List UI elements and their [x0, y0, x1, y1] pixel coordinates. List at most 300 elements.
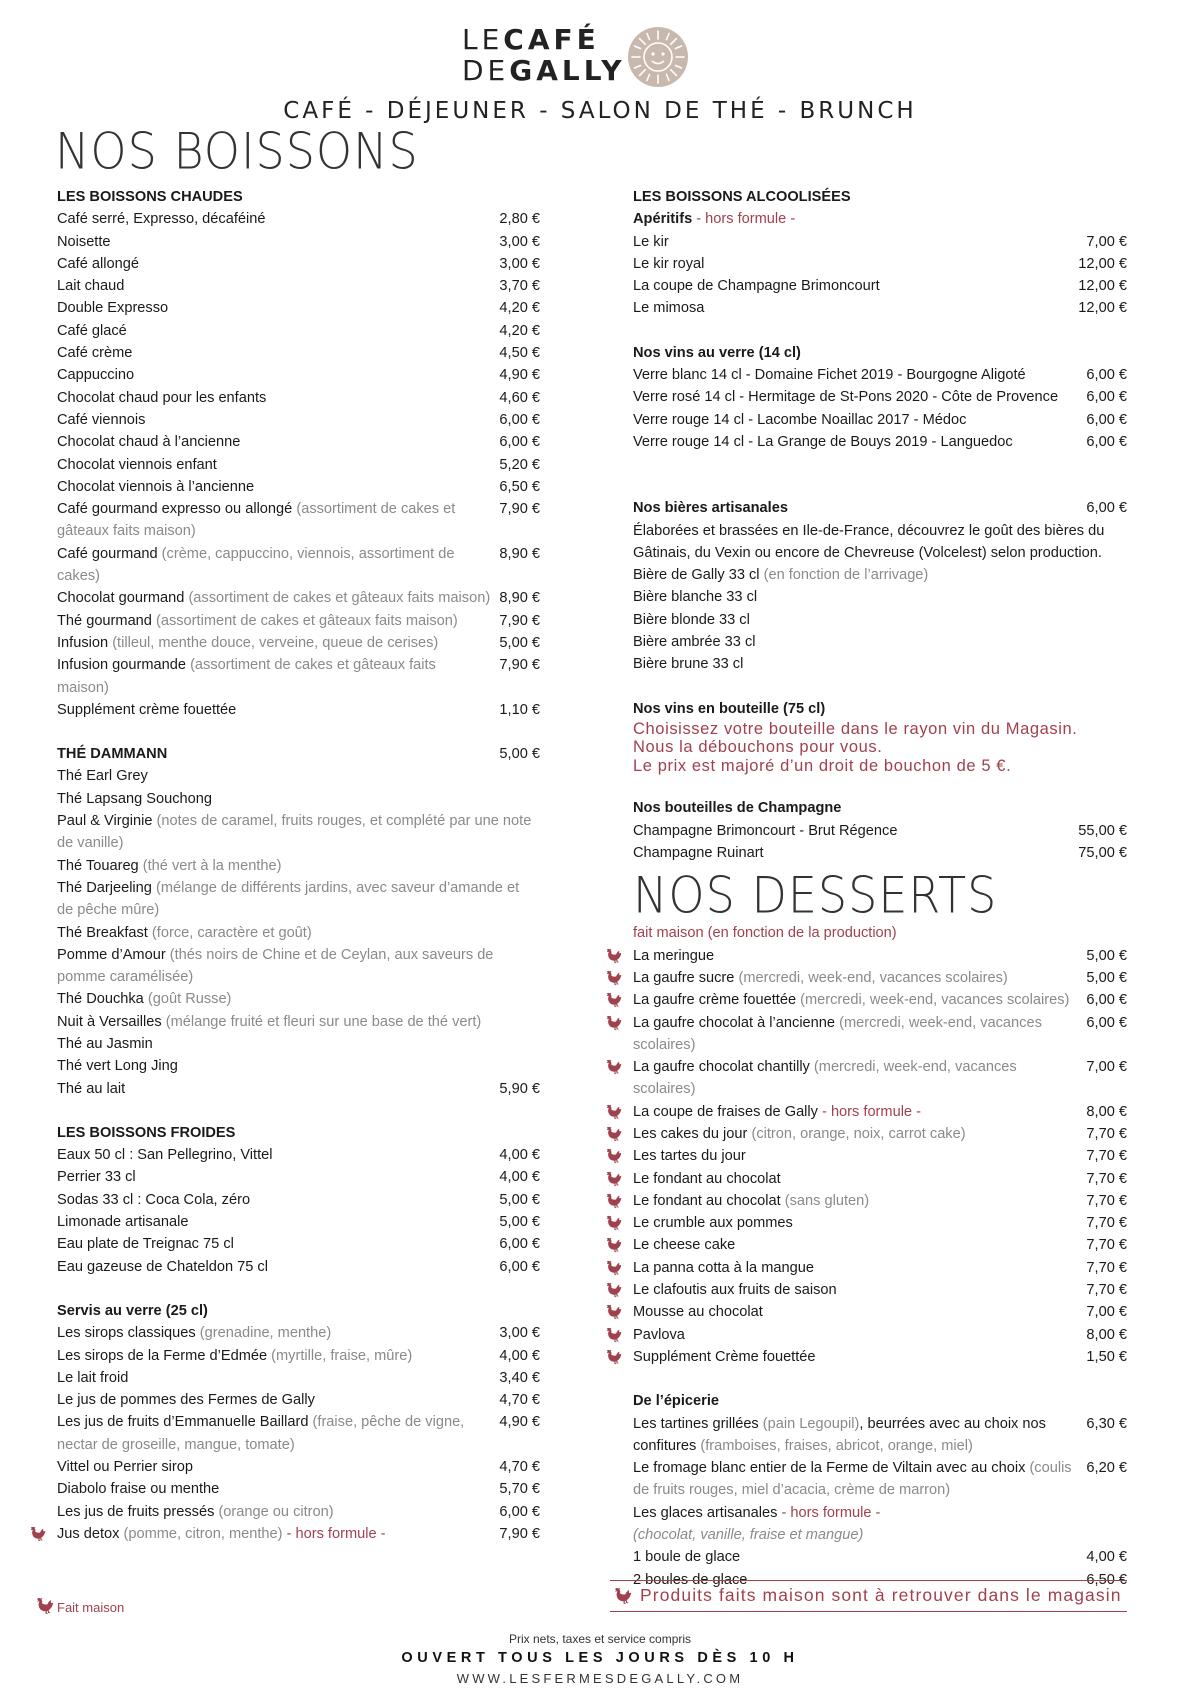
item-text — [633, 1324, 1086, 1346]
price: 7,70 € — [1086, 1192, 1127, 1209]
champagne-list — [633, 820, 1127, 865]
price: 6,00 € — [1086, 411, 1127, 428]
item-name: Chocolat gourmand — [57, 590, 185, 607]
price: 5,20 € — [499, 456, 540, 473]
menu-item — [57, 632, 540, 654]
item-name: Thé Lapsang Souchong — [57, 790, 212, 807]
item-name: Infusion — [57, 634, 109, 651]
menu-item — [633, 1123, 1127, 1145]
item-name: Chocolat chaud à l’ancienne — [57, 434, 241, 451]
item-name: Verre rosé 14 cl - Hermitage de St-Pons 2020 - Côte de Provence — [633, 389, 1059, 406]
menu-item — [57, 1033, 540, 1055]
price: 7,70 € — [1086, 1259, 1127, 1276]
hen-icon — [603, 1281, 623, 1299]
item-name: Le fondant au chocolat — [633, 1170, 781, 1187]
item-note: (goût Russe) — [147, 991, 232, 1008]
vins-au-verre-list — [633, 364, 1127, 453]
item-name: Bière ambrée 33 cl — [633, 634, 756, 651]
menu-item — [57, 1011, 540, 1033]
menu-item — [57, 1411, 540, 1456]
item-text — [633, 609, 1127, 631]
item-name: Supplément Crème fouettée — [633, 1348, 816, 1365]
item-text — [57, 1233, 499, 1255]
item-text — [57, 922, 540, 944]
item-name: Chocolat viennois enfant — [57, 456, 217, 473]
item-text — [633, 586, 1127, 608]
section-heading: LES BOISSONS CHAUDES — [57, 189, 243, 205]
price: 7,00 € — [1086, 233, 1127, 250]
price: 6,00 € — [1086, 389, 1127, 406]
price: 4,20 € — [499, 300, 540, 317]
price: 5,00 € — [1086, 969, 1127, 986]
hen-icon — [603, 1303, 623, 1321]
section-heading: Nos vins au verre (14 cl) — [633, 344, 801, 361]
item-text — [57, 498, 499, 543]
item-text — [633, 1212, 1086, 1234]
menu-item — [633, 820, 1127, 842]
item-text — [57, 1055, 540, 1077]
price: 6,00 € — [499, 1503, 540, 1520]
item-name: Le lait froid — [57, 1369, 129, 1386]
item-note: (myrtille, fraise, mûre) — [271, 1347, 413, 1364]
section-heading: THÉ DAMMANN — [57, 746, 168, 763]
hen-icon — [603, 1058, 623, 1076]
item-text — [633, 1168, 1086, 1190]
menu-item — [633, 364, 1127, 386]
item-text — [57, 1501, 499, 1523]
price: 4,70 € — [499, 1459, 540, 1476]
menu-item — [57, 1478, 540, 1500]
menu-item — [57, 498, 540, 543]
item-name: Le clafoutis aux fruits de saison — [633, 1282, 837, 1299]
item-name: Verre rouge 14 cl - La Grange de Bouys 2019 - Languedoc — [633, 433, 1013, 450]
menu-item — [57, 988, 540, 1010]
item-note: (notes de caramel, fruits rouges, et complété par une note de vanille) — [57, 813, 532, 852]
menu-item — [633, 409, 1127, 431]
servis-au-verre-list — [57, 1322, 540, 1545]
item-name: Thé vert Long Jing — [57, 1058, 178, 1075]
menu-item — [633, 1324, 1127, 1346]
item-text — [57, 1345, 499, 1367]
menu-item — [57, 297, 540, 319]
menu-item — [633, 1190, 1127, 1212]
desserts-list — [633, 945, 1127, 1369]
menu-item — [57, 855, 540, 877]
menu-item-note: (chocolat, vanille, fraise et mangue) — [633, 1527, 864, 1544]
menu-item — [57, 364, 540, 386]
price: 3,00 € — [499, 255, 540, 272]
menu-item — [57, 1389, 540, 1411]
item-name: Chocolat viennois à l’ancienne — [57, 478, 255, 495]
footer-website-link[interactable]: WWW.LESFERMESDEGALLY.COM — [456, 1671, 744, 1686]
item-name: Les tartes du jour — [633, 1148, 746, 1165]
item-name: Pavlova — [633, 1326, 685, 1343]
menu-item — [57, 253, 540, 275]
item-text — [57, 320, 499, 342]
item-text — [633, 231, 1086, 253]
item-text — [57, 988, 540, 1010]
hen-icon — [603, 1326, 623, 1344]
price: 4,00 € — [499, 1147, 540, 1164]
desserts-subtitle: fait maison (en fonction de la production) — [633, 925, 897, 942]
item-text — [57, 1144, 499, 1166]
item-note: (thé vert à la menthe) — [142, 857, 282, 874]
menu-item — [57, 431, 540, 453]
item-name: Sodas 33 cl : Coca Cola, zéro — [57, 1191, 251, 1208]
item-name: Les sirops de la Ferme d’Edmée — [57, 1347, 268, 1364]
sun-logo-icon — [627, 26, 689, 88]
item-name: Eau plate de Treignac 75 cl — [57, 1236, 234, 1253]
hen-icon — [612, 1586, 632, 1606]
price: 5,90 € — [499, 1080, 540, 1097]
item-name: Le kir — [633, 233, 669, 250]
menu-item: 1 boule de glace 4,00 € — [633, 1549, 1127, 1566]
boissons-title: NOS BOISSONS — [55, 122, 419, 181]
menu-item — [57, 208, 540, 230]
price: 6,00 € — [499, 411, 540, 428]
item-note: (force, caractère et goût) — [151, 924, 312, 941]
item-text — [57, 275, 499, 297]
item-note: (pomme, citron, menthe) — [123, 1525, 283, 1542]
menu-item — [633, 945, 1127, 967]
menu-item — [633, 1301, 1127, 1323]
item-name: Café glacé — [57, 322, 127, 339]
price: 6,00 € — [1086, 500, 1127, 517]
item-text — [57, 1256, 499, 1278]
hen-icon — [27, 1525, 47, 1543]
item-text — [633, 631, 1127, 653]
price: 7,00 € — [1086, 1304, 1127, 1321]
hen-icon — [603, 1348, 623, 1366]
item-text — [57, 543, 499, 588]
price: 12,00 € — [1078, 278, 1127, 295]
item-name: Café viennois — [57, 411, 146, 428]
item-text — [633, 409, 1086, 431]
item-text — [57, 409, 499, 431]
price: 7,00 € — [1086, 1059, 1127, 1076]
section-heading: Nos bières artisanales — [633, 500, 788, 517]
item-name: Mousse au chocolat — [633, 1304, 763, 1321]
item-note: (mercredi, week-end, vacances scolaires) — [633, 1014, 1042, 1053]
bouteille-note — [633, 720, 1127, 776]
item-text — [633, 989, 1086, 1011]
item-text — [57, 1322, 499, 1344]
item-text — [57, 1189, 499, 1211]
bouteille-note-line: Nous la débouchons pour vous. — [633, 738, 883, 757]
item-text — [57, 364, 499, 386]
item-text — [57, 699, 499, 721]
item-name: Le crumble aux pommes — [633, 1215, 793, 1232]
hen-icon — [603, 1236, 623, 1254]
menu-item — [633, 431, 1127, 453]
menu-item — [57, 1055, 540, 1077]
item-name: Thé au lait — [57, 1080, 126, 1097]
price: 6,00 € — [499, 1258, 540, 1275]
menu-item: Le fromage blanc entier de la Ferme de Viltain avec au choix (coulis de fruits rouges, miel d’acacia, crème de marron) 6,20 € — [633, 1460, 1127, 1499]
item-name: Les jus de fruits pressés — [57, 1503, 215, 1520]
item-name: Les sirops classiques — [57, 1325, 196, 1342]
price: 6,00 € — [1086, 367, 1127, 384]
item-text — [57, 387, 499, 409]
menu-item — [633, 1234, 1127, 1256]
item-text — [57, 431, 499, 453]
menu-item — [57, 877, 540, 922]
bouteille-note-line: Le prix est majoré d’un droit de bouchon de 5 €. — [633, 756, 1012, 775]
item-text — [57, 1033, 540, 1055]
hen-icon — [603, 991, 623, 1009]
item-name: Lait chaud — [57, 278, 125, 295]
price: 3,40 € — [499, 1369, 540, 1386]
price: 7,70 € — [1086, 1282, 1127, 1299]
price: 3,70 € — [499, 278, 540, 295]
section-heading: Nos vins en bouteille (75 cl) — [633, 700, 826, 717]
menu-item — [57, 1211, 540, 1233]
menu-item — [633, 653, 1127, 675]
menu-item — [57, 1233, 540, 1255]
item-name: Limonade artisanale — [57, 1214, 189, 1231]
price: 3,00 € — [499, 233, 540, 250]
hen-icon — [603, 1214, 623, 1232]
price: 55,00 € — [1078, 822, 1127, 839]
item-name: La gaufre chocolat chantilly — [633, 1059, 810, 1076]
hen-icon — [603, 1125, 623, 1143]
item-name: La meringue — [633, 947, 715, 964]
menu-item — [633, 297, 1127, 319]
item-text — [633, 1123, 1086, 1145]
item-text — [633, 1257, 1086, 1279]
item-text — [633, 842, 1078, 864]
item-text — [57, 1456, 499, 1478]
item-name: Diabolo fraise ou menthe — [57, 1481, 220, 1498]
menu-item — [633, 842, 1127, 864]
hen-icon — [603, 1014, 623, 1032]
price: 5,70 € — [499, 1481, 540, 1498]
menu-item — [57, 1501, 540, 1523]
menu-item — [57, 788, 540, 810]
item-name: Les jus de fruits d’Emmanuelle Baillard — [57, 1414, 309, 1431]
menu-item — [633, 1056, 1127, 1101]
price: 8,90 € — [499, 590, 540, 607]
item-note: (mercredi, week-end, vacances scolaires) — [633, 1059, 1017, 1098]
item-name: Café crème — [57, 345, 133, 362]
item-text — [633, 297, 1078, 319]
item-name: Paul & Virginie — [57, 813, 153, 830]
item-name: Thé gourmand — [57, 612, 152, 629]
menu-item — [633, 275, 1127, 297]
item-name: Noisette — [57, 233, 111, 250]
price: 4,00 € — [499, 1347, 540, 1364]
section-heading: Nos bouteilles de Champagne — [633, 800, 842, 817]
item-name: Thé Darjeeling — [57, 879, 152, 896]
item-text — [57, 788, 540, 810]
menu-item — [633, 386, 1127, 408]
price: 3,00 € — [499, 1325, 540, 1342]
menu-item — [633, 989, 1127, 1011]
price: 7,70 € — [1086, 1215, 1127, 1232]
item-name: Bière de Gally 33 cl — [633, 567, 760, 584]
menu-item — [57, 1345, 540, 1367]
item-name: Eau gazeuse de Chateldon 75 cl — [57, 1258, 268, 1275]
price: 5,00 € — [499, 634, 540, 651]
item-name: Cappuccino — [57, 367, 135, 384]
item-name: Thé Earl Grey — [57, 768, 148, 785]
item-text — [57, 342, 499, 364]
menu-item — [633, 967, 1127, 989]
menu-item — [633, 564, 1127, 586]
item-name: La gaufre crème fouettée — [633, 992, 797, 1009]
item-text — [633, 820, 1078, 842]
menu-item — [57, 320, 540, 342]
menu-item — [57, 1367, 540, 1389]
item-name: Café allongé — [57, 255, 139, 272]
item-text — [633, 1346, 1086, 1368]
item-text — [633, 1279, 1086, 1301]
item-text — [57, 810, 540, 855]
item-name: Bière brune 33 cl — [633, 656, 744, 673]
price: 7,70 € — [1086, 1237, 1127, 1254]
price: 4,70 € — [499, 1392, 540, 1409]
item-text — [57, 1523, 499, 1545]
price: 2,80 € — [499, 211, 540, 228]
hen-icon — [603, 947, 623, 965]
item-text — [633, 253, 1078, 275]
price: 8,00 € — [1086, 1103, 1127, 1120]
boissons-chaudes-list — [57, 208, 540, 721]
price: 7,70 € — [1086, 1126, 1127, 1142]
item-note: (citron, orange, noix, carrot cake) — [751, 1126, 966, 1142]
price: 7,90 € — [499, 657, 540, 674]
item-text — [57, 476, 499, 498]
item-note: (mercredi, week-end, vacances scolaires) — [800, 992, 1070, 1009]
aperitifs-list — [633, 231, 1127, 320]
item-name: Bière blanche 33 cl — [633, 589, 758, 606]
item-text — [633, 386, 1086, 408]
menu-item — [57, 922, 540, 944]
the-heading-row — [57, 743, 540, 765]
section-heading: De l’épicerie — [633, 1393, 719, 1410]
item-name: Pomme d’Amour — [57, 946, 166, 963]
price: 7,70 € — [1086, 1170, 1127, 1187]
bieres-list — [633, 564, 1127, 675]
item-name: Supplément crème fouettée — [57, 701, 237, 718]
item-text — [57, 610, 499, 632]
item-text — [57, 1078, 499, 1100]
bouteille-note-line: Choisissez votre bouteille dans le rayon vin du Magasin. — [633, 719, 1078, 738]
item-note: (mélange fruité et fleuri sur une base de thé vert) — [165, 1013, 482, 1030]
price: 4,50 € — [499, 345, 540, 362]
menu-item — [57, 699, 540, 721]
item-text — [57, 253, 499, 275]
hen-icon — [603, 1147, 623, 1165]
item-text — [57, 877, 540, 922]
menu-item — [633, 1012, 1127, 1057]
menu-item — [633, 1257, 1127, 1279]
item-text — [57, 297, 499, 319]
item-text — [57, 1211, 499, 1233]
price: 6,00 € — [499, 434, 540, 451]
hen-icon — [34, 1595, 54, 1617]
price: 4,90 € — [499, 1414, 540, 1431]
price: 8,00 € — [1086, 1326, 1127, 1343]
item-note: (mercredi, week-end, vacances scolaires) — [738, 969, 1008, 986]
item-name: La coupe de Champagne Brimoncourt — [633, 278, 880, 295]
hen-icon — [603, 1170, 623, 1188]
item-name: Nuit à Versailles — [57, 1013, 162, 1030]
menu-item — [57, 275, 540, 297]
menu-item — [57, 1322, 540, 1344]
bieres-heading-row — [633, 497, 1127, 519]
item-name: Le fondant au chocolat — [633, 1192, 781, 1209]
menu-item — [57, 1523, 540, 1545]
item-text — [633, 967, 1086, 989]
item-text — [633, 275, 1078, 297]
price: 5,00 € — [499, 1214, 540, 1231]
price: 6,00 € — [1086, 433, 1127, 450]
item-note: (sans gluten) — [784, 1192, 870, 1209]
menu-item — [57, 1456, 540, 1478]
menu-item — [633, 1168, 1127, 1190]
price: 6,00 € — [1086, 992, 1127, 1009]
footer-opening-hours: OUVERT TOUS LES JOURS DÈS 10 H — [401, 1650, 799, 1666]
item-text — [57, 1478, 499, 1500]
price: 12,00 € — [1078, 300, 1127, 317]
item-name: Verre blanc 14 cl - Domaine Fichet 2019 - Bourgogne Aligoté — [633, 367, 1026, 384]
item-text — [57, 654, 499, 699]
menu-item — [57, 765, 540, 787]
item-name: La panna cotta à la mangue — [633, 1259, 814, 1276]
item-text — [633, 653, 1127, 675]
menu-item — [57, 944, 540, 989]
item-name: Infusion gourmande — [57, 657, 186, 674]
menu-item — [633, 609, 1127, 631]
item-note: (grenadine, menthe) — [199, 1325, 332, 1342]
item-note: (tilleul, menthe douce, verveine, queue de cerises) — [112, 634, 439, 651]
item-text — [57, 944, 540, 989]
menu-item — [633, 253, 1127, 275]
menu-item — [57, 1166, 540, 1188]
item-name: Champagne Ruinart — [633, 845, 764, 862]
menu-item — [57, 342, 540, 364]
item-name: Le kir royal — [633, 255, 705, 272]
menu-item — [57, 476, 540, 498]
menu-item: 2 boules de glace 6,50 € — [633, 1571, 1127, 1588]
menu-item: Les tartines grillées (pain Legoupil), beurrées avec au choix nos confitures (framboises, fraises, abricot, orange, miel) 6,30 € — [633, 1415, 1127, 1454]
price: 7,90 € — [499, 501, 540, 518]
left-column — [57, 186, 540, 1545]
item-name: Double Expresso — [57, 300, 169, 317]
price: 5,00 € — [499, 1191, 540, 1208]
menu-item — [57, 1189, 540, 1211]
menu-item — [633, 231, 1127, 253]
item-name: Café gourmand — [57, 545, 158, 562]
section-heading: LES BOISSONS ALCOOLISÉES — [633, 189, 851, 205]
menu-item — [633, 1101, 1127, 1123]
price: 75,00 € — [1078, 845, 1127, 862]
tagline: CAFÉ - DÉJEUNER - SALON DE THÉ - BRUNCH — [283, 98, 917, 124]
menu-item — [57, 1256, 540, 1278]
item-name: Le jus de pommes des Fermes de Gally — [57, 1392, 315, 1409]
price: 6,50 € — [499, 478, 540, 495]
item-note: (assortiment de cakes et gâteaux faits maison) — [155, 612, 458, 629]
price: 4,90 € — [499, 367, 540, 384]
menu-item — [633, 1346, 1127, 1368]
item-note: (thés noirs de Chine et de Ceylan, aux saveurs de pomme caramélisée) — [57, 946, 494, 986]
menu-item — [633, 1145, 1127, 1167]
item-name: Café gourmand expresso ou allongé — [57, 501, 293, 518]
menu-item — [633, 586, 1127, 608]
item-name: La gaufre sucre — [633, 969, 735, 986]
item-name: La coupe de fraises de Gally — [633, 1103, 818, 1120]
